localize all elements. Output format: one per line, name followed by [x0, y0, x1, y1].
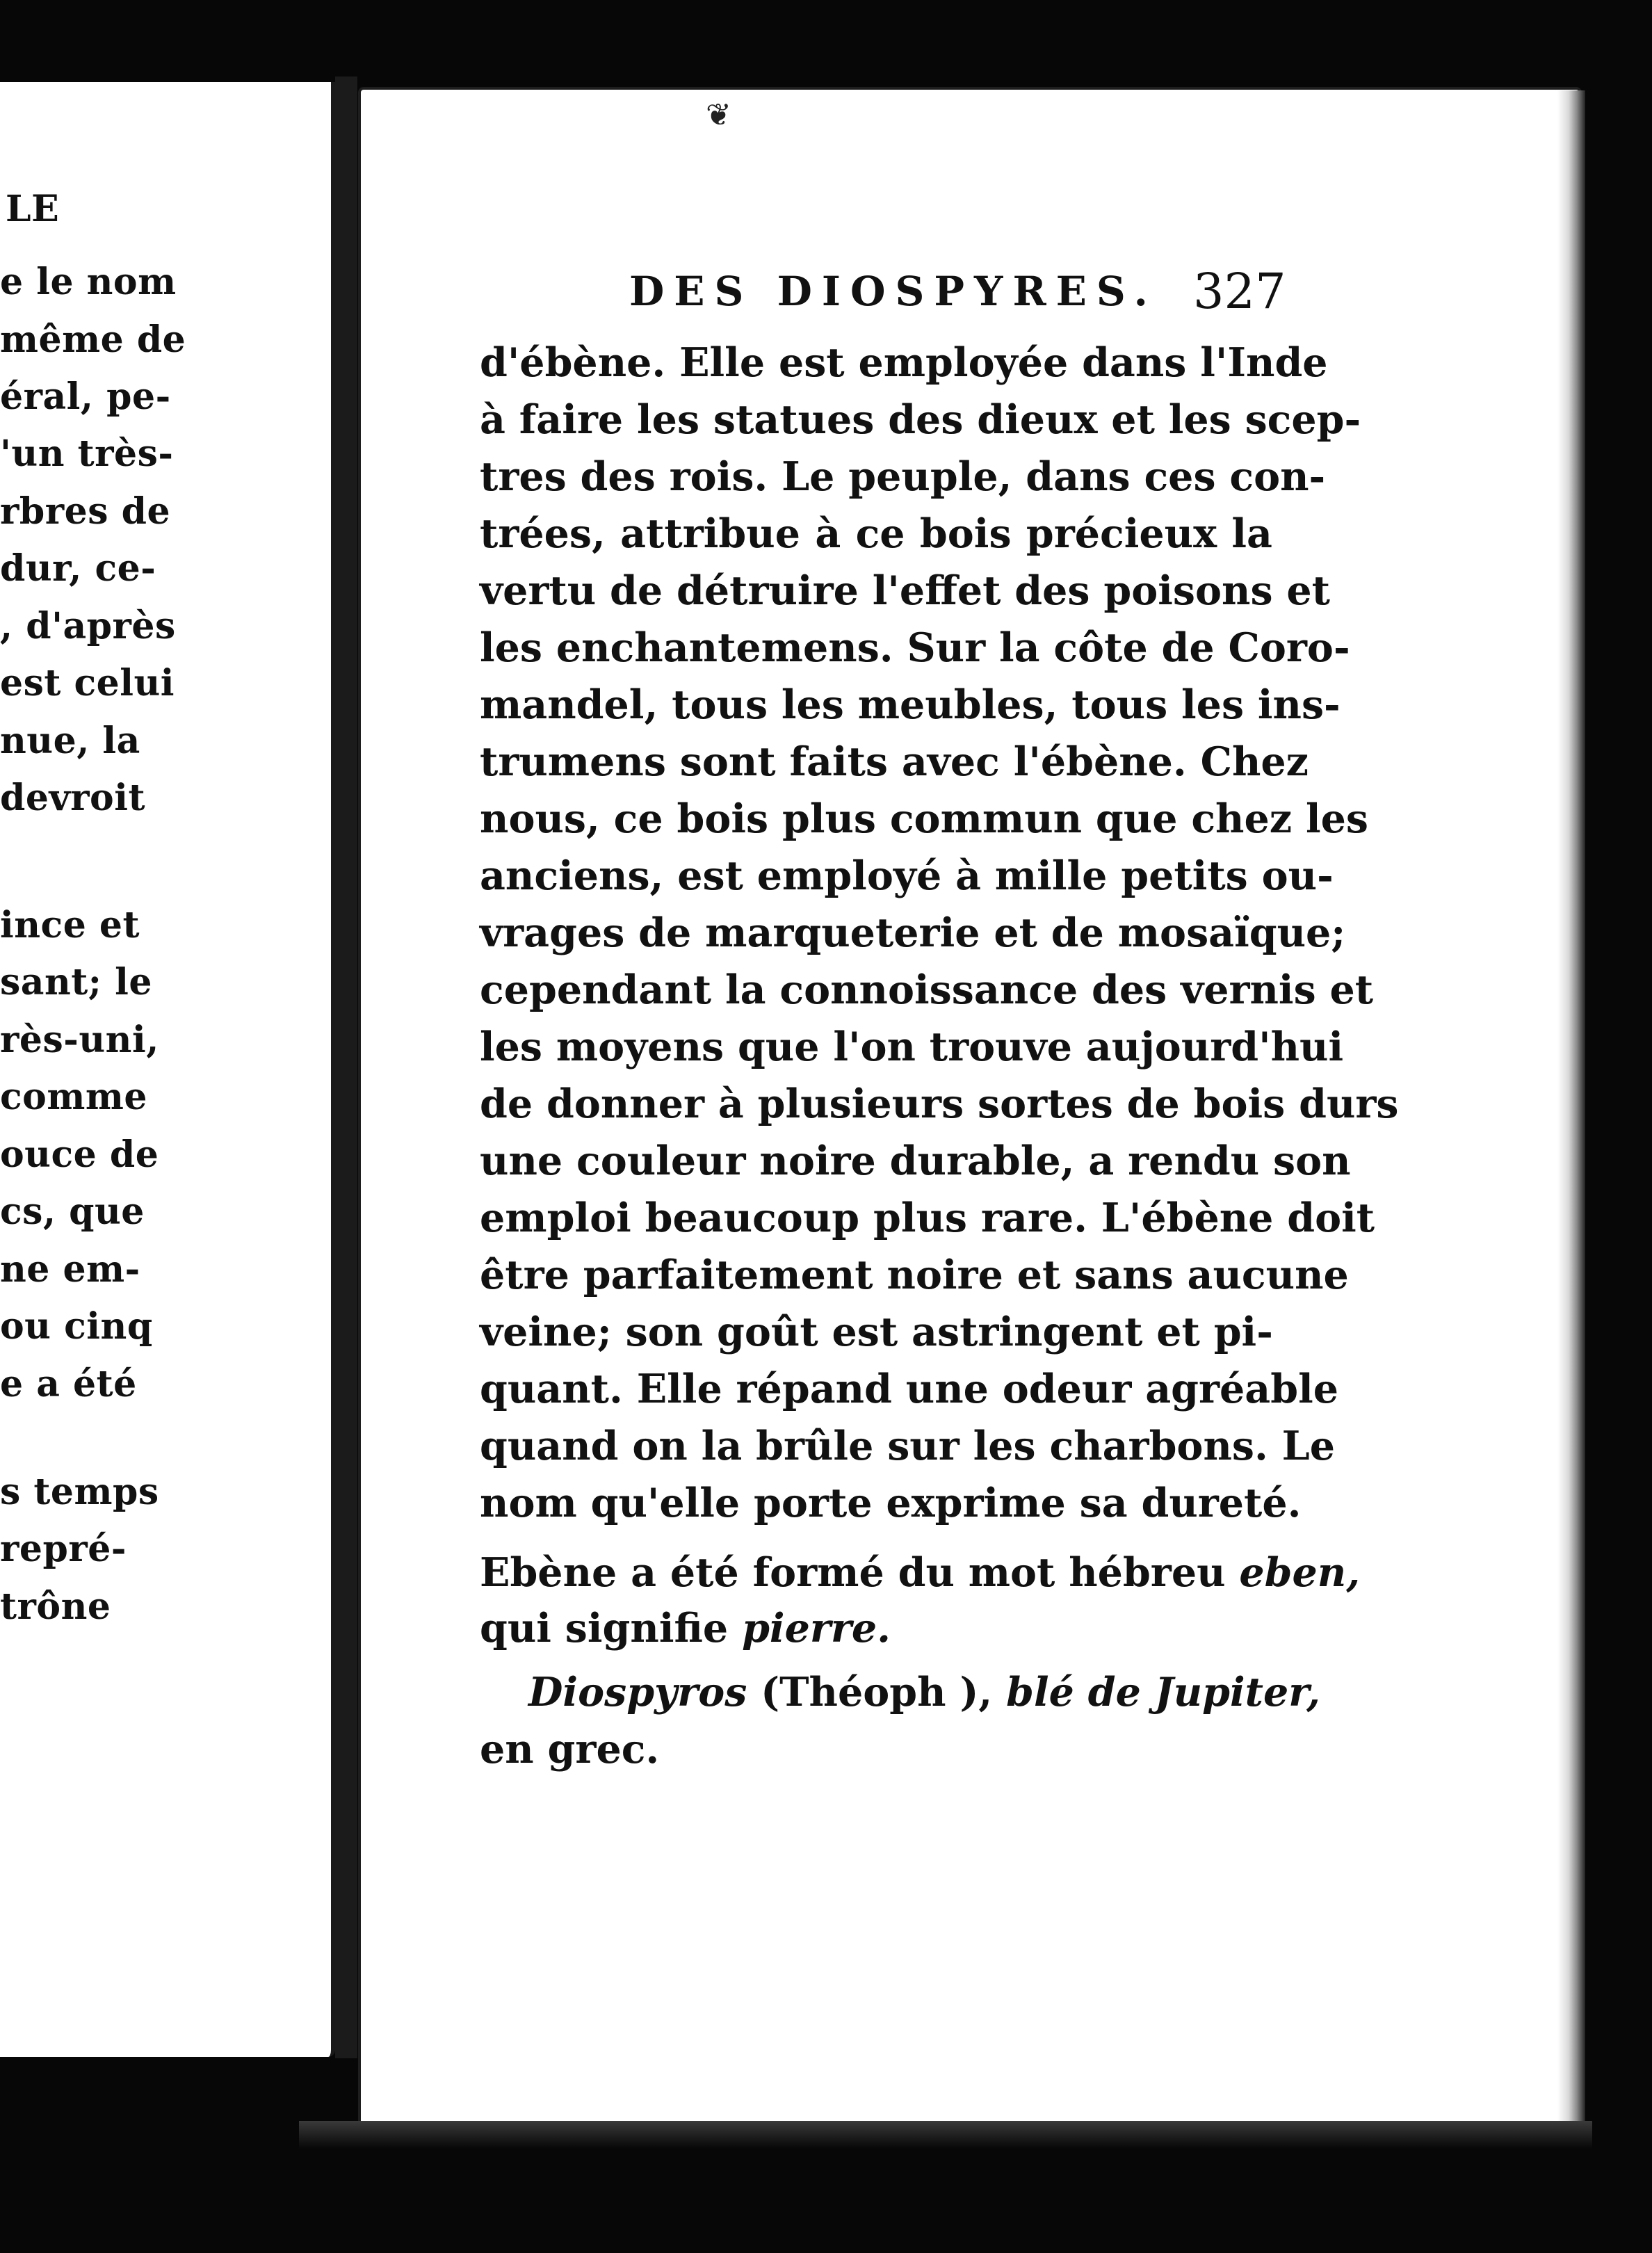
left-text-line: éral, pe- [0, 376, 171, 418]
text-line-8: trumens sont faits avec l'ébène. Chez [480, 738, 1309, 785]
left-text-line: rbres de [0, 490, 171, 533]
text-line-18: veine; son goût est astringent et pi- [480, 1309, 1273, 1355]
text-line-16: emploi beaucoup plus rare. L'ébène doit [480, 1195, 1375, 1241]
left-text-line: dur, ce- [0, 547, 156, 590]
left-text-line: e le nom [0, 261, 177, 303]
text-line-23: qui signifie pierre. [480, 1605, 891, 1652]
text-line-22: Ebène a été formé du mot hébreu eben, [480, 1549, 1361, 1596]
left-text-line: repré- [0, 1528, 127, 1570]
page-number: 327 [1193, 263, 1286, 320]
page-edge [1557, 90, 1585, 2121]
left-page [0, 82, 335, 2057]
left-text-line: 'un très- [0, 433, 174, 475]
left-text-line: devroit [0, 777, 146, 819]
left-text-line: nue, la [0, 720, 140, 762]
ornament-icon: ❦ [706, 97, 731, 133]
left-text-line: est celui [0, 662, 175, 704]
text-line-20: quand on la brûle sur les charbons. Le [480, 1423, 1336, 1469]
text-line-7: mandel, tous les meubles, tous les ins- [480, 681, 1341, 728]
text-line-1: d'ébène. Elle est employée dans l'Inde [480, 339, 1328, 386]
left-text-line: même de [0, 318, 186, 361]
text-line-3: tres des rois. Le peuple, dans ces con- [480, 453, 1326, 500]
text-line-4: trées, attribue à ce bois précieux la [480, 510, 1272, 557]
book-gutter [335, 76, 357, 2058]
text-line-6: les enchantemens. Sur la côte de Coro- [480, 624, 1350, 671]
left-text-line: sant; le [0, 961, 152, 1003]
left-text-line: ouce de [0, 1133, 159, 1176]
running-head: DES DIOSPYRES. [629, 268, 1158, 315]
text-line-13: les moyens que l'on trouve aujourd'hui [480, 1024, 1344, 1070]
left-text-line: cs, que [0, 1190, 145, 1233]
text-line-15: une couleur noire durable, a rendu son [480, 1138, 1351, 1184]
bottom-shadow [299, 2121, 1592, 2149]
footnote-last-line: en grec. [480, 1726, 660, 1772]
left-text-line: ince et [0, 904, 140, 946]
text-line-2: à faire les statues des dieux et les scep- [480, 396, 1361, 443]
left-text-line: ne em- [0, 1248, 140, 1291]
text-line-9: nous, ce bois plus commun que chez les [480, 796, 1368, 842]
text-line-21: nom qu'elle porte exprime sa dureté. [480, 1480, 1302, 1526]
text-line-10: anciens, est employé à mille petits ou- [480, 853, 1334, 899]
text-line-17: être parfaitement noire et sans aucune [480, 1252, 1349, 1298]
left-text-line: , d'après [0, 605, 176, 647]
text-line-12: cependant la connoissance des vernis et [480, 967, 1374, 1013]
left-text-line: s temps [0, 1471, 159, 1513]
text-line-19: quant. Elle répand une odeur agréable [480, 1366, 1339, 1412]
left-text-line: ou cinq [0, 1305, 153, 1348]
left-text-line: trône [0, 1585, 111, 1628]
text-line-5: vertu de détruire l'effet des poisons et [480, 567, 1330, 614]
left-text-line: e a été [0, 1363, 137, 1405]
left-text-line: rès-uni, [0, 1019, 159, 1061]
left-text-line: LE [6, 188, 60, 230]
text-line-14: de donner à plusieurs sortes de bois durs [480, 1081, 1399, 1127]
left-text-line: comme [0, 1076, 147, 1118]
text-line-11: vrages de marqueterie et de mosaïque; [480, 910, 1346, 956]
footnote-line: Diospyros (Théoph ), blé de Jupiter, [528, 1669, 1320, 1715]
